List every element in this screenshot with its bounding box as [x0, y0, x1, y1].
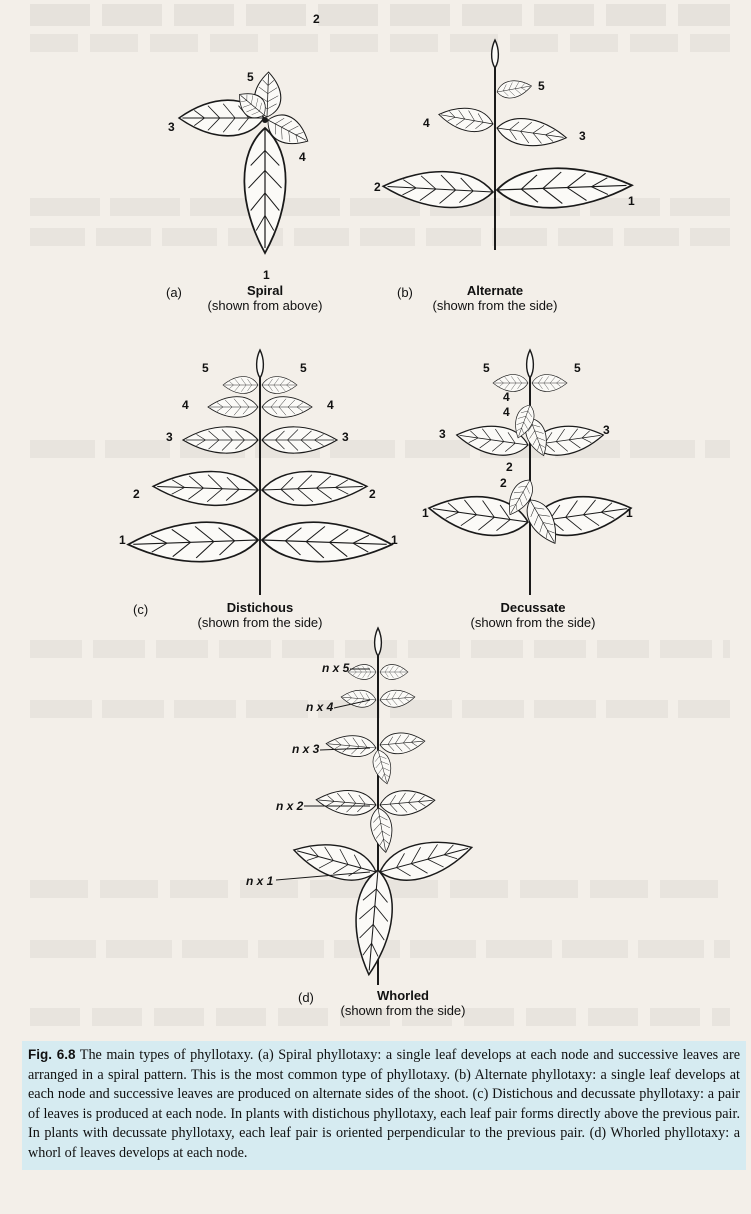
- distichous-diagram: [127, 350, 392, 595]
- leaf-number: 4: [423, 116, 430, 130]
- figure-number: Fig. 6.8: [28, 1047, 76, 1062]
- figure-caption: [22, 1041, 746, 1170]
- node-label: n x 4: [306, 700, 334, 714]
- leaf-number: 1: [422, 506, 429, 520]
- leaf-number: 5: [300, 361, 307, 375]
- panel-title-decussate: [448, 600, 618, 630]
- leaf-number: 5: [574, 361, 581, 375]
- leaf-number: 2: [500, 476, 507, 490]
- panel-title: Decussate: [500, 600, 566, 615]
- panel-subtitle: (shown from the side): [340, 1003, 466, 1018]
- leaf-number: 5: [202, 361, 209, 375]
- node-label: n x 1: [246, 874, 274, 888]
- spiral-diagram: [179, 72, 314, 253]
- leaf-number: 1: [628, 194, 635, 208]
- panel-title: Whorled: [377, 988, 429, 1003]
- leaf-number: 4: [503, 405, 510, 419]
- node-label: n x 5: [322, 661, 350, 675]
- leaf-number: 2: [313, 12, 320, 26]
- leaf-number: 1: [263, 268, 270, 282]
- leaf-number: 5: [538, 79, 545, 93]
- panel-title-spiral: [175, 283, 355, 313]
- panel-subtitle: (shown from the side): [470, 615, 596, 630]
- leaf-number: 1: [391, 533, 398, 547]
- leaf-number: 1: [119, 533, 126, 547]
- leaf-number: 2: [133, 487, 140, 501]
- panel-letter-d: (d): [298, 990, 314, 1005]
- leaf-number: 3: [439, 427, 446, 441]
- leaf-number: 5: [247, 70, 254, 84]
- panel-title: Spiral: [246, 283, 284, 298]
- panel-letter-c: (c): [133, 602, 149, 617]
- leaf-number: 4: [503, 390, 510, 404]
- leaf-number: 4: [182, 398, 189, 412]
- panel-title-alternate: [410, 283, 580, 313]
- leaf-number: 3: [342, 430, 349, 444]
- leaf-number: 4: [327, 398, 334, 412]
- whorled-diagram: [276, 628, 476, 985]
- leaf-number: 3: [166, 430, 173, 444]
- leaf-number: 2: [506, 460, 513, 474]
- leaf-number: 3: [603, 423, 610, 437]
- leaf-number: 5: [483, 361, 490, 375]
- leaf-number: 3: [579, 129, 586, 143]
- decussate-diagram: [426, 350, 633, 595]
- panel-title: Distichous: [226, 600, 294, 615]
- node-label: n x 2: [276, 799, 304, 813]
- leaf-number: 2: [369, 487, 376, 501]
- panel-subtitle: (shown from the side): [197, 615, 323, 630]
- leaf-number: 2: [374, 180, 381, 194]
- alternate-diagram: [382, 40, 632, 250]
- node-label: n x 3: [292, 742, 320, 756]
- caption-text: The main types of phyllotaxy. (a) Spiral phyllotaxy: a single leaf develops at each node and successive leaves are arranged in a spiral pattern. This is the most common type of phyllotaxy. (b) Alternate phyllotaxy: a single leaf develops at each node and successive leaves are produced on alternate sides of the shoot. (c) Distichous and decussate phyllotaxy: a pair of leaves is produced at each node. In plants with distichous phyllotaxy, each leaf pair forms directly above the previous pair. In plants with decussate phyllotaxy, each leaf pair is oriented perpendicular to the previous pair. (d) Whorled phyllotaxy: a whorl of leaves develops at each node.: [28, 1047, 740, 1161]
- panel-title-distichous: [175, 600, 345, 630]
- panel-title: Alternate: [466, 283, 524, 298]
- panel-subtitle: (shown from the side): [432, 298, 558, 313]
- panel-letter-b: (b): [397, 285, 413, 300]
- leaf-number: 3: [168, 120, 175, 134]
- panel-title-whorled: [318, 988, 488, 1018]
- leaf-number: 1: [626, 506, 633, 520]
- leaf-number: 4: [299, 150, 306, 164]
- panel-letter-a: (a): [166, 285, 182, 300]
- panel-subtitle: (shown from above): [207, 298, 323, 313]
